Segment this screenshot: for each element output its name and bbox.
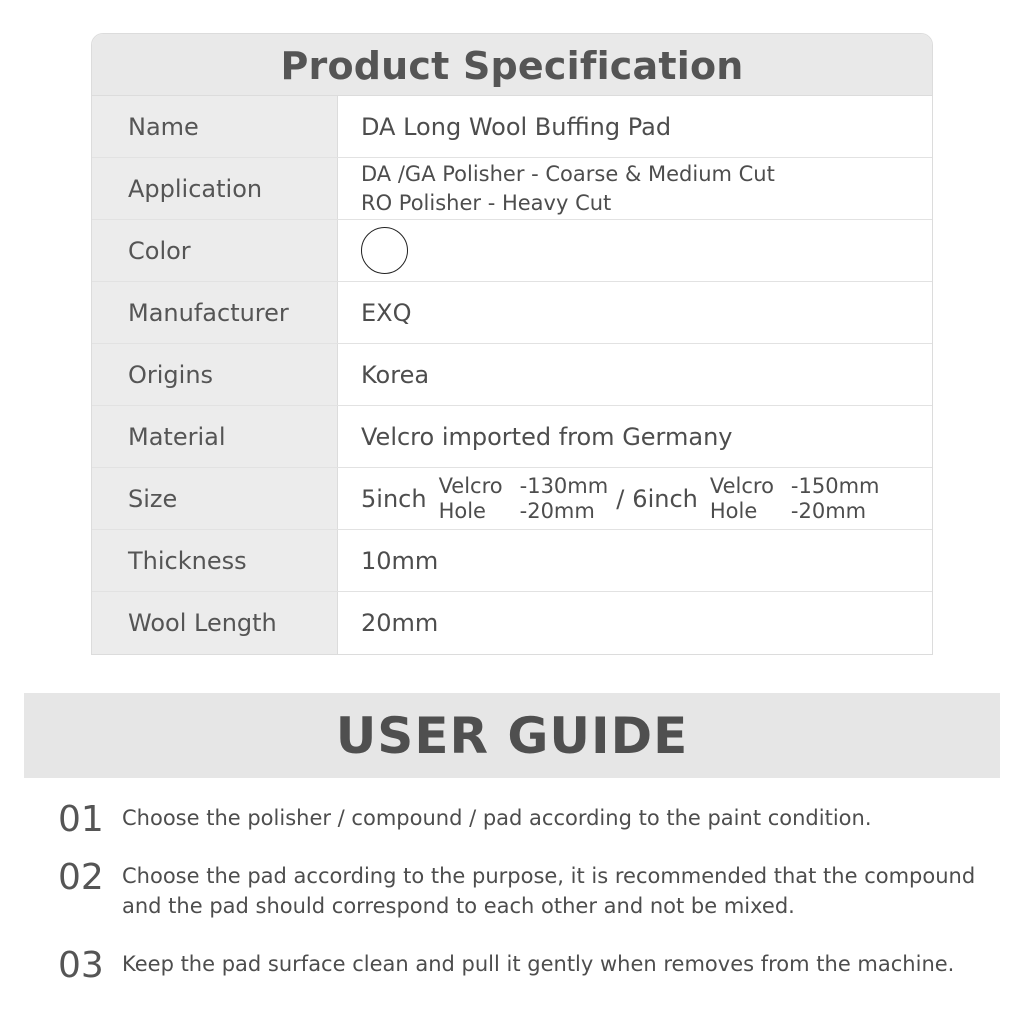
size-key: Velcro <box>438 473 503 498</box>
step-number: 02 <box>58 857 104 898</box>
size-dim: -150mm <box>790 473 880 498</box>
size-separator: / <box>616 484 625 513</box>
spec-row-origins <box>92 344 932 406</box>
size-key: Hole <box>709 498 758 523</box>
size-keys <box>439 474 503 524</box>
size-key: Hole <box>438 498 486 523</box>
row-value: 10mm <box>361 546 439 575</box>
step-text <box>122 946 954 986</box>
row-label: Color <box>92 220 338 281</box>
step-text <box>122 800 872 840</box>
size-dim: -20mm <box>790 498 867 523</box>
size-dim: -20mm <box>519 498 595 523</box>
row-label: Manufacturer <box>92 282 338 343</box>
user-guide-heading: USER GUIDE <box>24 693 1000 778</box>
size-key: Velcro <box>709 473 774 498</box>
color-swatch <box>361 227 408 274</box>
size-5inch: 5inch <box>361 484 427 513</box>
step-text <box>122 858 975 921</box>
size-values <box>361 474 880 524</box>
application-line: RO Polisher - Heavy Cut <box>361 190 612 215</box>
guide-step <box>58 946 954 986</box>
step-number: 01 <box>58 799 104 840</box>
size-dims <box>520 474 609 524</box>
row-value: 20mm <box>361 609 439 637</box>
step-line: Keep the pad surface clean and pull it gently when removes from the machine. <box>122 952 955 976</box>
row-value <box>338 220 932 281</box>
step-line: and the pad should correspond to each other and not be mixed. <box>122 894 795 918</box>
row-value: Velcro imported from Germany <box>361 422 733 451</box>
spec-row-application <box>92 158 932 220</box>
row-label: Material <box>92 406 338 467</box>
row-label: Origins <box>92 344 338 405</box>
spec-row-manufacturer <box>92 282 932 344</box>
step-line: Choose the pad according to the purpose, it is recommended that the compound <box>122 864 976 888</box>
size-keys <box>710 474 774 524</box>
row-label: Size <box>92 468 338 529</box>
row-label: Name <box>92 96 338 157</box>
row-label: Wool Length <box>92 592 338 654</box>
row-label: Thickness <box>92 530 338 591</box>
spec-row-size <box>92 468 932 530</box>
spec-row-thickness <box>92 530 932 592</box>
guide-step <box>58 800 872 840</box>
row-value <box>338 468 932 529</box>
row-value: Korea <box>361 360 430 389</box>
row-label: Application <box>92 158 338 219</box>
row-value: EXQ <box>361 298 412 327</box>
product-spec-table <box>91 33 933 655</box>
guide-step <box>58 858 975 921</box>
application-line: DA /GA Polisher - Coarse & Medium Cut <box>361 161 775 186</box>
step-number: 03 <box>58 945 104 986</box>
step-line: Choose the polisher / compound / pad according to the paint condition. <box>122 806 872 830</box>
row-value <box>338 158 932 219</box>
size-6inch: 6inch <box>632 484 698 513</box>
spec-title: Product Specification <box>92 34 932 96</box>
spec-row-wool-length <box>92 592 932 654</box>
spec-row-color <box>92 220 932 282</box>
row-value: DA Long Wool Buffing Pad <box>361 112 672 141</box>
spec-row-material <box>92 406 932 468</box>
spec-row-name <box>92 96 932 158</box>
size-dims <box>791 474 880 524</box>
size-dim: -130mm <box>519 473 609 498</box>
